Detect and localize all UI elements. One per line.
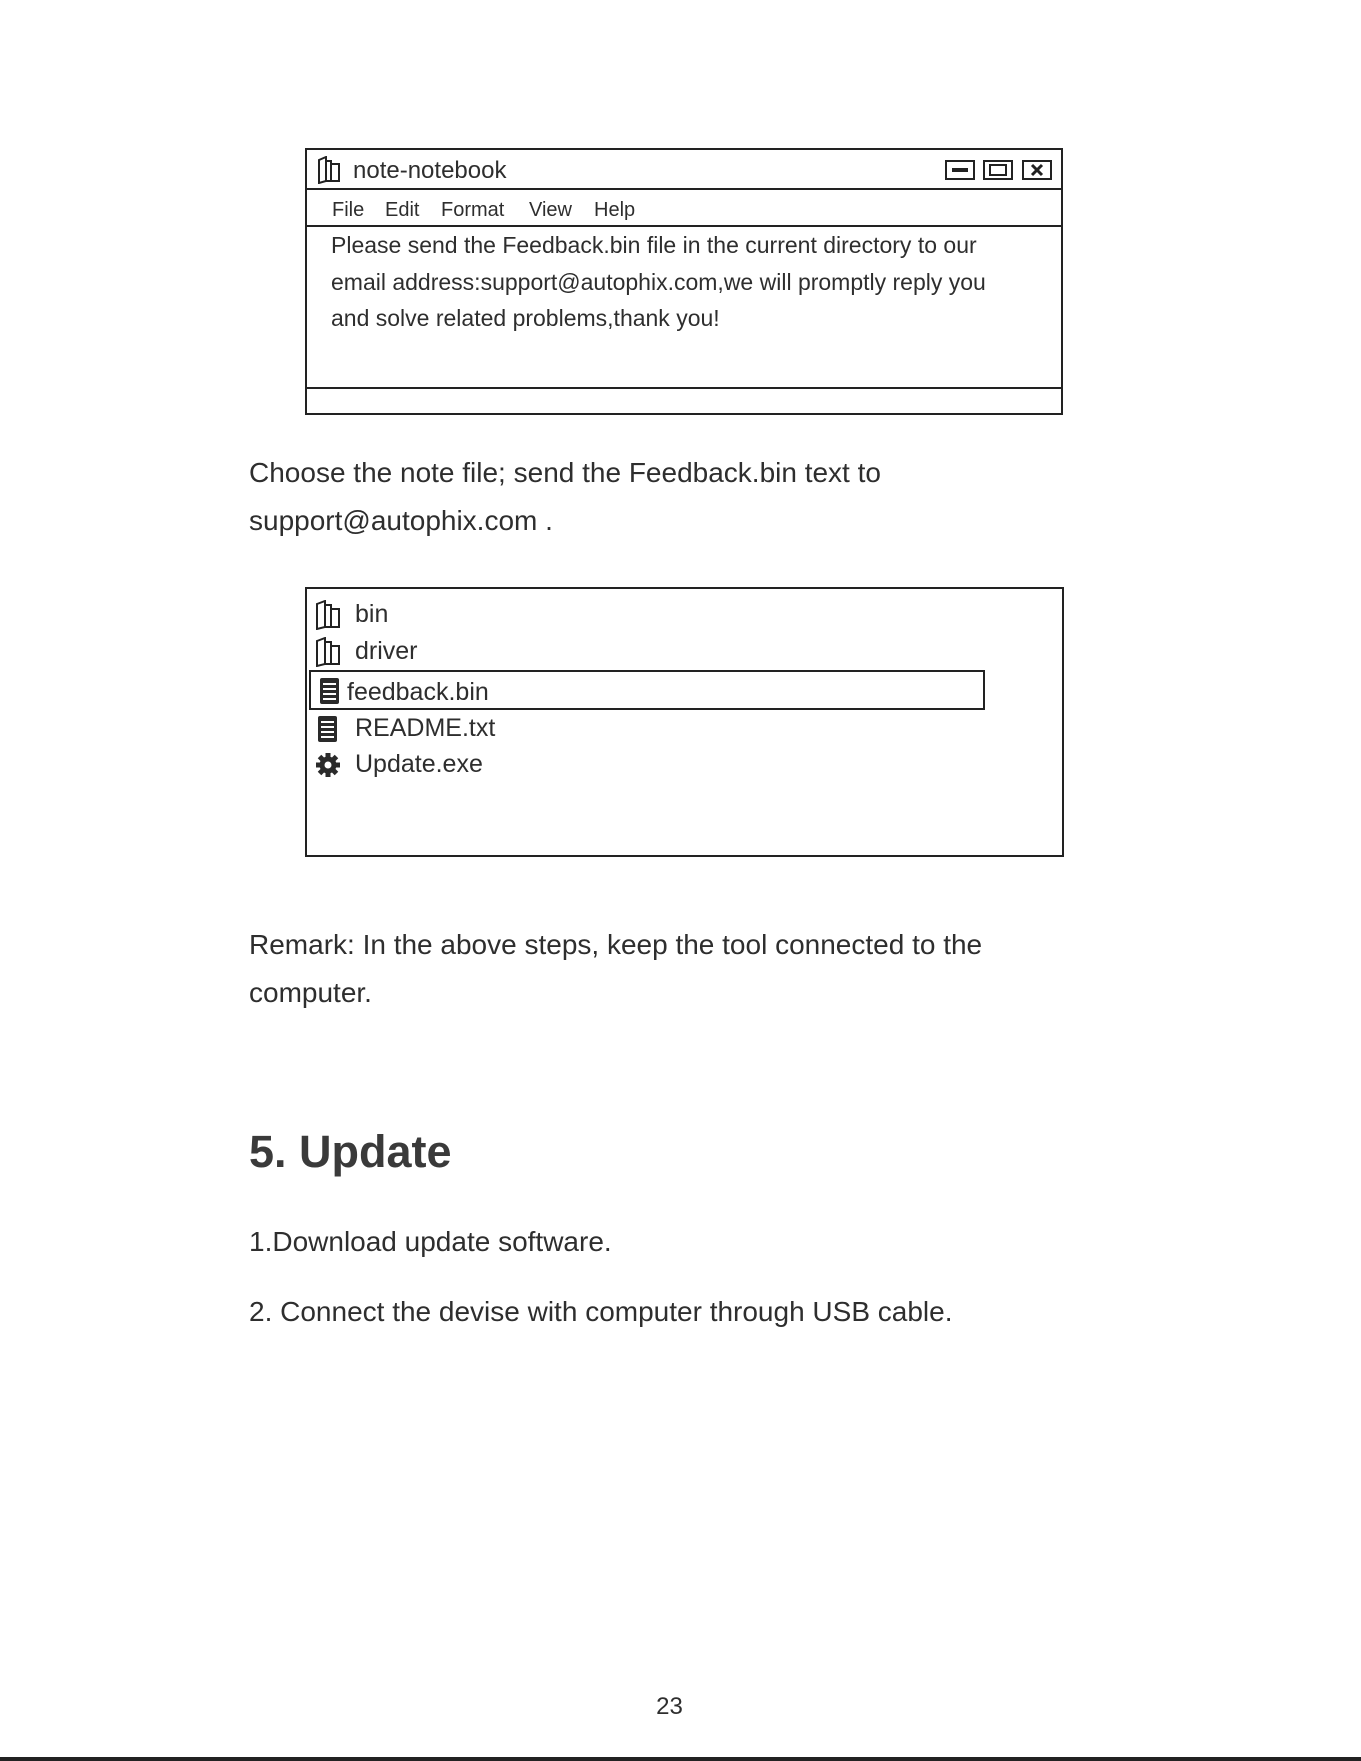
file-item-feedback-bin[interactable] — [309, 670, 985, 710]
section-heading: 5. Update — [249, 1126, 452, 1177]
file-name: bin — [355, 600, 389, 628]
menu-format[interactable]: Format — [441, 199, 505, 221]
menu-edit[interactable]: Edit — [385, 199, 420, 221]
minimize-icon[interactable] — [945, 160, 975, 180]
file-name: README.txt — [355, 714, 496, 742]
title-bar — [307, 150, 1061, 190]
step-1: 1.Download update software. — [249, 1226, 612, 1257]
instruction-text: Choose the note file; send the Feedback.bin text to support@autophix.com . — [249, 457, 881, 536]
gear-icon — [315, 750, 341, 780]
window-title: note-notebook — [353, 157, 507, 184]
folder-icon — [315, 637, 341, 667]
page-number: 23 — [656, 1693, 683, 1720]
menu-bar — [307, 190, 1061, 227]
step-2: 2. Connect the devise with computer through USB cable. — [249, 1296, 953, 1327]
maximize-icon[interactable] — [983, 160, 1013, 180]
file-name: Update.exe — [355, 750, 483, 778]
folder-icon — [317, 156, 341, 184]
menu-help[interactable]: Help — [594, 199, 636, 221]
menu-file[interactable]: File — [332, 199, 365, 221]
page-bottom-rule — [0, 1757, 1361, 1761]
menu-view[interactable]: View — [529, 199, 572, 221]
document-icon — [315, 714, 341, 744]
file-name: driver — [355, 637, 418, 665]
notepad-text-area[interactable]: Please send the Feedback.bin file in the current directory to our email address:support@autophix.com,we will promptly reply you and solve related problems,thank you! — [331, 232, 986, 331]
close-icon[interactable] — [1022, 160, 1052, 180]
remark-text: Remark: In the above steps, keep the tool connected to the computer. — [249, 929, 983, 1008]
file-name: feedback.bin — [347, 678, 489, 706]
document-icon — [317, 676, 343, 706]
folder-icon — [315, 600, 341, 630]
notepad-window — [305, 148, 1063, 415]
file-list-window — [305, 587, 1064, 857]
status-bar — [307, 387, 1061, 413]
